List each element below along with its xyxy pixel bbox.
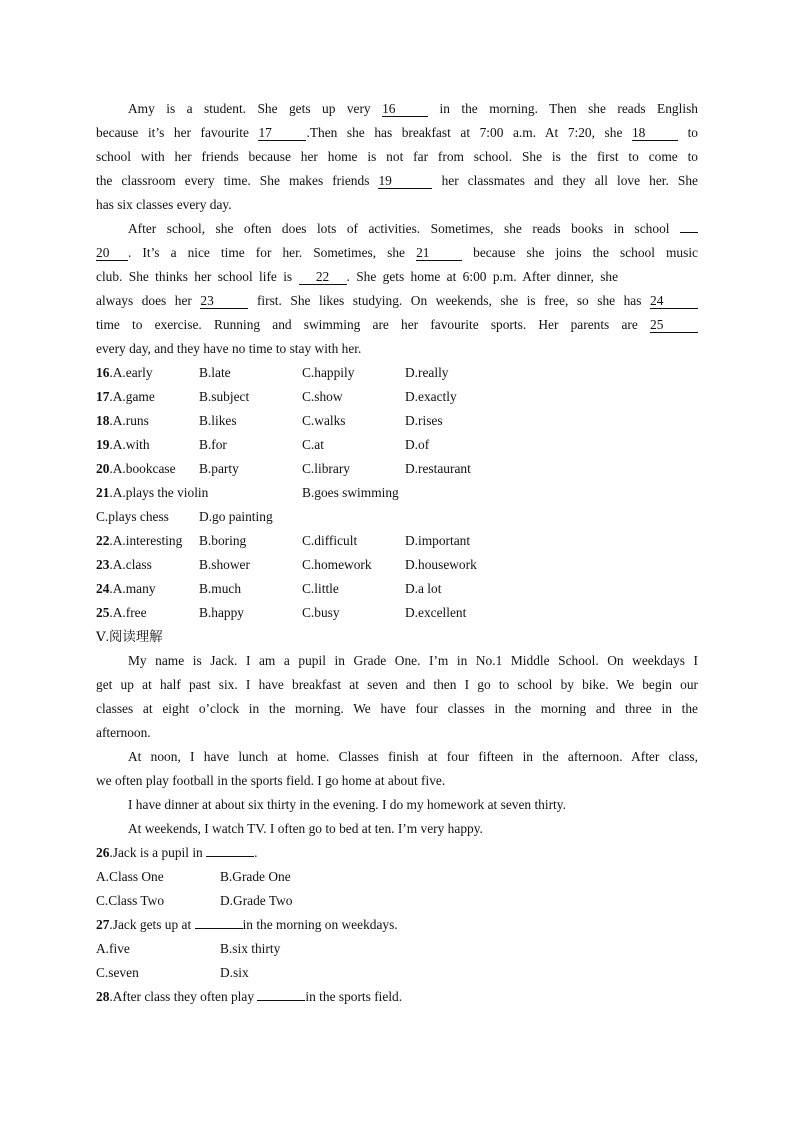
- cloze-line: every day, and they have no time to stay with her.: [96, 341, 362, 356]
- cloze-paragraph-2: [96, 217, 698, 361]
- cloze-line: the classroom every time. She makes friends 19 her classmates and they all love her. She: [96, 173, 698, 188]
- cloze-questions: [96, 361, 698, 625]
- answer-blank[interactable]: [195, 913, 243, 929]
- reading-line: At weekends, I watch TV. I often go to bed at ten. I’m very happy.: [128, 821, 483, 836]
- option[interactable]: D.a lot: [405, 581, 442, 596]
- option[interactable]: A.many: [112, 581, 156, 596]
- option[interactable]: A.plays the violin: [112, 485, 209, 500]
- question-28: 28.After class they often play in the sports field.: [96, 985, 698, 1009]
- option[interactable]: D.rises: [405, 413, 443, 428]
- cloze-line: After school, she often does lots of activities. Sometimes, she reads books in school: [96, 217, 698, 241]
- option[interactable]: A.with: [112, 437, 150, 452]
- option[interactable]: C.little: [302, 581, 339, 596]
- option[interactable]: A.interesting: [112, 533, 183, 548]
- question-24: 24.A.many B.much C.little D.a lot: [96, 577, 698, 601]
- blank-20-start[interactable]: [680, 217, 698, 233]
- blank-18[interactable]: 18: [632, 125, 678, 141]
- exam-page: [96, 97, 698, 1009]
- option[interactable]: A.five: [96, 941, 130, 956]
- option[interactable]: B.much: [199, 581, 242, 596]
- question-26: 26.Jack is a pupil in .: [96, 841, 698, 865]
- question-17: 17.A.game B.subject C.show D.exactly: [96, 385, 698, 409]
- option[interactable]: A.class: [112, 557, 152, 572]
- cloze-line: 20 . It’s a nice time for her. Sometimes, she 21 because she joins the school music: [96, 245, 698, 260]
- option[interactable]: D.important: [405, 533, 471, 548]
- reading-line: My name is Jack. I am a pupil in Grade One. I’m in No.1 Middle School. On weekdays I: [128, 653, 698, 668]
- option[interactable]: D.excellent: [405, 605, 467, 620]
- option[interactable]: C.Class Two: [96, 893, 165, 908]
- reading-line: At noon, I have lunch at home. Classes finish at four fifteen in the afternoon. After class,: [128, 749, 698, 764]
- question-27-options: [96, 961, 698, 985]
- question-21-cont: [96, 505, 698, 529]
- option[interactable]: C.plays chess: [96, 509, 169, 524]
- option[interactable]: C.seven: [96, 965, 139, 980]
- blank-24[interactable]: 24: [650, 293, 698, 309]
- option[interactable]: B.for: [199, 437, 227, 452]
- cloze-line: time to exercise. Running and swimming are her favourite sports. Her parents are 25: [96, 313, 698, 337]
- question-21: 21.A.plays the violin B.goes swimming: [96, 481, 698, 505]
- reading-line: I have dinner at about six thirty in the evening. I do my homework at seven thirty.: [128, 797, 566, 812]
- cloze-line: school with her friends because her home is not far from school. She is the first to come to: [96, 149, 698, 164]
- blank-19[interactable]: 19: [378, 173, 432, 189]
- question-18: 18.A.runs B.likes C.walks D.rises: [96, 409, 698, 433]
- option[interactable]: C.show: [302, 389, 343, 404]
- option[interactable]: D.housework: [405, 557, 477, 572]
- option[interactable]: A.free: [112, 605, 147, 620]
- blank-22[interactable]: 22: [299, 269, 347, 285]
- blank-23[interactable]: 23: [200, 293, 248, 309]
- reading-line: we often play football in the sports field. I go home at about five.: [96, 773, 446, 788]
- option[interactable]: B.goes swimming: [302, 485, 399, 500]
- reading-line: classes at eight o’clock in the morning. We have four classes in the morning and three in the: [96, 701, 698, 716]
- option[interactable]: D.six: [220, 965, 249, 980]
- question-20: 20.A.bookcase B.party C.library D.restaurant: [96, 457, 698, 481]
- cloze-line: Amy is a student. She gets up very 16 in the morning. Then she reads English: [128, 101, 698, 116]
- option[interactable]: C.walks: [302, 413, 346, 428]
- reading-questions: [96, 841, 698, 1009]
- section-title: Ⅴ.阅读理解: [96, 629, 163, 644]
- option[interactable]: C.happily: [302, 365, 355, 380]
- option[interactable]: A.runs: [112, 413, 149, 428]
- option[interactable]: D.go painting: [199, 509, 273, 524]
- option[interactable]: B.subject: [199, 389, 250, 404]
- option[interactable]: B.likes: [199, 413, 237, 428]
- cloze-line: because it’s her favourite 17 .Then she has breakfast at 7:00 a.m. At 7:20, she 18 to: [96, 125, 698, 140]
- question-26-options: [96, 889, 698, 913]
- option[interactable]: A.game: [112, 389, 155, 404]
- option[interactable]: D.exactly: [405, 389, 457, 404]
- option[interactable]: C.difficult: [302, 533, 358, 548]
- option[interactable]: A.early: [112, 365, 153, 380]
- option[interactable]: C.at: [302, 437, 324, 452]
- option[interactable]: A.bookcase: [112, 461, 176, 476]
- question-27-options: [96, 937, 698, 961]
- answer-blank[interactable]: [257, 985, 305, 1001]
- option[interactable]: B.boring: [199, 533, 247, 548]
- option[interactable]: B.shower: [199, 557, 250, 572]
- blank-25[interactable]: 25: [650, 317, 698, 333]
- option[interactable]: B.happy: [199, 605, 245, 620]
- option[interactable]: C.busy: [302, 605, 340, 620]
- option[interactable]: B.six thirty: [220, 941, 281, 956]
- option[interactable]: D.of: [405, 437, 430, 452]
- blank-16[interactable]: 16: [382, 101, 428, 117]
- question-27: 27.Jack gets up at in the morning on weekdays.: [96, 913, 698, 937]
- blank-20[interactable]: 20: [96, 245, 128, 261]
- cloze-line: has six classes every day.: [96, 197, 232, 212]
- reading-line: get up at half past six. I have breakfast at seven and then I go to school by bike. We begin our: [96, 677, 698, 692]
- question-16: 16.A.early B.late C.happily D.really: [96, 361, 698, 385]
- option[interactable]: C.library: [302, 461, 350, 476]
- option[interactable]: D.Grade Two: [220, 893, 293, 908]
- blank-17[interactable]: 17: [258, 125, 306, 141]
- cloze-line: always does her 23 first. She likes studying. On weekends, she is free, so she has 24: [96, 289, 698, 313]
- option[interactable]: D.restaurant: [405, 461, 471, 476]
- blank-21[interactable]: 21: [416, 245, 462, 261]
- reading-passage: [96, 649, 698, 841]
- question-25: 25.A.free B.happy C.busy D.excellent: [96, 601, 698, 625]
- option[interactable]: B.Grade One: [220, 869, 291, 884]
- question-23: 23.A.class B.shower C.homework D.housework: [96, 553, 698, 577]
- question-19: 19.A.with B.for C.at D.of: [96, 433, 698, 457]
- question-22: 22.A.interesting B.boring C.difficult D.important: [96, 529, 698, 553]
- option[interactable]: A.Class One: [96, 869, 164, 884]
- option[interactable]: B.party: [199, 461, 239, 476]
- cloze-line: club. She thinks her school life is 22 . She gets home at 6:00 p.m. After dinner, she: [96, 269, 619, 284]
- reading-line: afternoon.: [96, 725, 151, 740]
- option[interactable]: C.homework: [302, 557, 372, 572]
- answer-blank[interactable]: [206, 841, 254, 857]
- cloze-paragraph-1: [96, 97, 698, 217]
- question-26-options: [96, 865, 698, 889]
- option[interactable]: D.really: [405, 365, 449, 380]
- option[interactable]: B.late: [199, 365, 231, 380]
